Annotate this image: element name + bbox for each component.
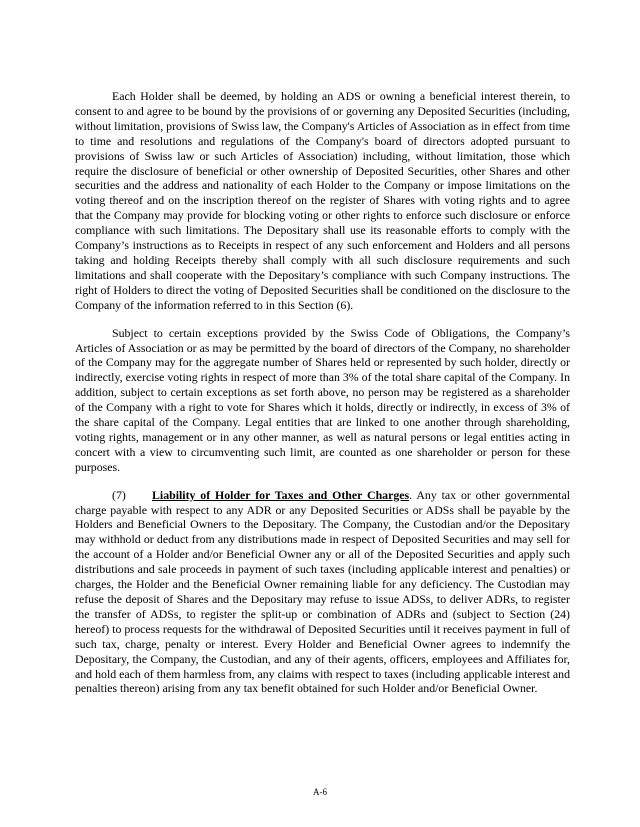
page-number: A-6 bbox=[313, 787, 327, 797]
section-7-paragraph bbox=[75, 488, 570, 697]
paragraph-holder-consent: Each Holder shall be deemed, by holding an ADS or owning a beneficial interest therein, to consent to and agree to be bound by the provisions of or governing any Deposited Securities (including, without limitation, provisions of Swiss law, the Company's Articles of Association as in effect from time to time and resolutions and regulations of the Company's board of directors adopted pursuant to provisions of Swiss law or such Articles of Association) including, without limitation, those which require the disclosure of beneficial or other ownership of Deposited Securities, other Shares and other securities and the address and nationality of each Holder to the Company or impose limitations on the voting thereof and on the inscription thereof on the register of Shares with voting rights and to agree that the Company may provide for blocking voting or other rights to enforce such disclosure or enforce compliance with such limitations. The Depositary shall use its reasonable efforts to comply with the Company’s instructions as to Receipts in respect of any such enforcement and Holders and all persons taking and holding Receipts thereby shall comply with all such disclosure requirements and such limitations and shall cooperate with the Depositary’s compliance with such Company instructions. The right of Holders to direct the voting of Deposited Securities shall be conditioned on the disclosure to the Company of the information referred to in this Section (6). bbox=[75, 89, 570, 312]
section-number: (7) bbox=[112, 487, 126, 502]
paragraph-voting-limitations: Subject to certain exceptions provided by the Swiss Code of Obligations, the Company’s Articles of Association or as may be permitted by the board of directors of the Company, no shareholder of the Company may for the aggregate number of Shares held or represented by such holder, directly or indirectly, exercise voting rights in respect of more than 3% of the total share capital of the Company. In addition, subject to certain exceptions as set forth above, no person may be registered as a shareholder of the Company with a right to vote for Shares which it holds, directly or indirectly, in excess of 3% of the share capital of the Company. Legal entities that are linked to one another through shareholding, voting rights, management or in any other manner, as well as natural persons or legal entities acting in concert with a view to circumventing such limit, are counted as one shareholder or person for these purposes. bbox=[75, 325, 570, 474]
section-title: Liability of Holder for Taxes and Other Charges bbox=[152, 487, 410, 502]
section-title-period: . bbox=[409, 487, 413, 502]
section-7-text: Any tax or other governmental charge payable with respect to any ADR or any Deposited Securities or ADSs shall be payable by the Holders and Beneficial Owners to the Depositary. The Company, the Custodian and/or the Depositary may withhold or deduct from any distributions made in respect of Deposited Securities and may sell for the account of a Holder and/or Beneficial Owner any or all of the Deposited Securities and apply such distributions and sale proceeds in payment of such taxes (including applicable interest and penalties) or charges, the Holder and the Beneficial Owner remaining liable for any deficiency. The Custodian may refuse the deposit of Shares and the Depositary may refuse to issue ADSs, to deliver ADRs, to register the transfer of ADSs, to register the split-up or combination of ADRs and (subject to Section (24) hereof) to process requests for the withdrawal of Deposited Securities until it receives payment in full of such tax, charge, penalty or interest. Every Holder and Beneficial Owner agrees to indemnify the Depositary, the Company, the Custodian, and any of their agents, officers, employees and Affiliates for, and hold each of them harmless from, any claims with respect to taxes (including applicable interest and penalties thereon) arising from any tax benefit obtained for such Holder and/or Beneficial Owner. bbox=[75, 487, 570, 696]
document-body bbox=[75, 89, 570, 709]
